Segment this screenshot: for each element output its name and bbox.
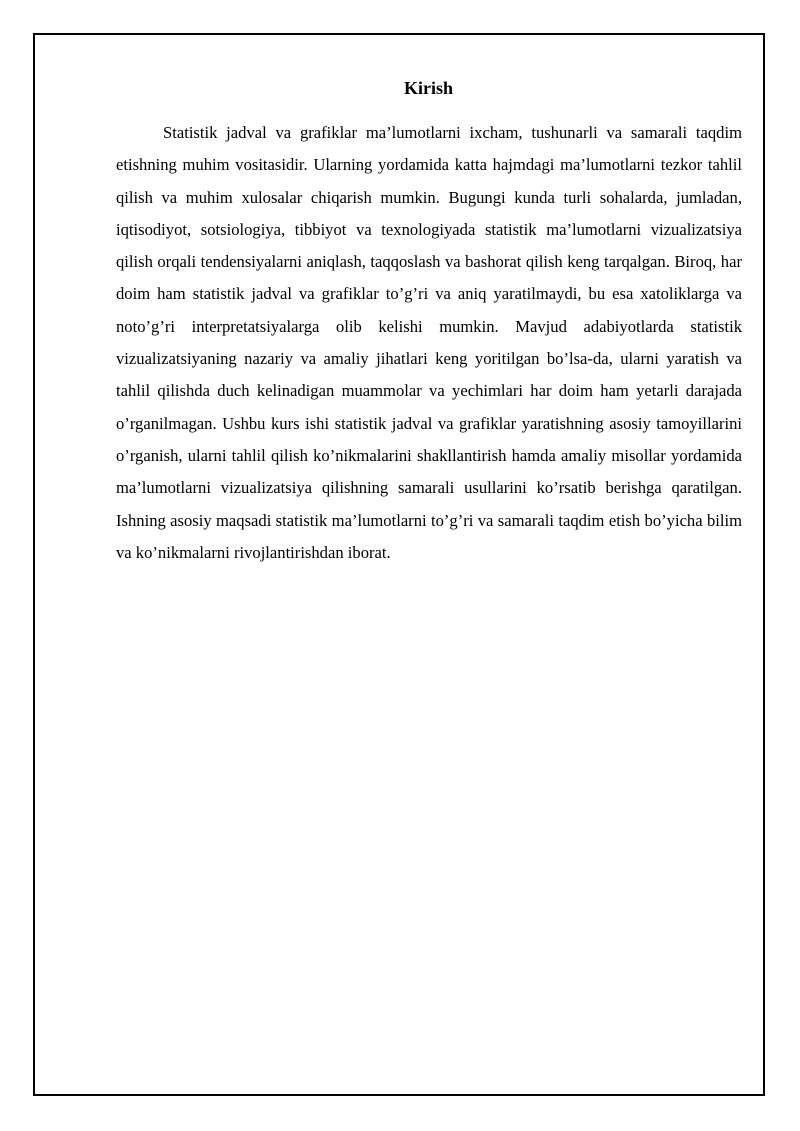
intro-paragraph: Statistik jadval va grafiklar ma’lumotlarni ixcham, tushunarli va samarali taqdim etishning muhim vositasidir. Ularning yordamida katta hajmdagi ma’lumotlarni tezkor tahlil qilish va muhim xulosalar chiqarish mumkin. Bugungi kunda turli sohalarda, jumladan, iqtisodiyot, sotsiologiya, tibbiyot va texnologiyada statistik ma’lumotlarni vizualizatsiya qilish orqali tendensiyalarni aniqlash, taqqoslash va bashorat qilish keng tarqalgan. Biroq, har doim ham statistik jadval va grafiklar to’g’ri va aniq yaratilmaydi, bu esa xatoliklarga va noto’g’ri interpretatsiyalarga olib kelishi mumkin. Mavjud adabiyotlarda statistik vizualizatsiyaning nazariy va amaliy jihatlari keng yoritilgan bo’lsa-da, ularni yaratish va tahlil qilishda duch kelinadigan muammolar va yechimlari har doim ham yetarli darajada o’rganilmagan. Ushbu kurs ishi statistik jadval va grafiklar yaratishning asosiy tamoyillarini o’rganish, ularni tahlil qilish ko’nikmalarini shakllantirish hamda amaliy misollar yordamida ma’lumotlarni vizualizatsiya qilishning samarali usullarini ko’rsatib berishga qaratilgan. Ishning asosiy maqsadi statistik ma’lumotlarni to’g’ri va samarali taqdim etish bo’yicha bilim va ko’nikmalarni rivojlantirishdan iborat. [116, 123, 742, 562]
page-title: Kirish [403, 78, 453, 98]
